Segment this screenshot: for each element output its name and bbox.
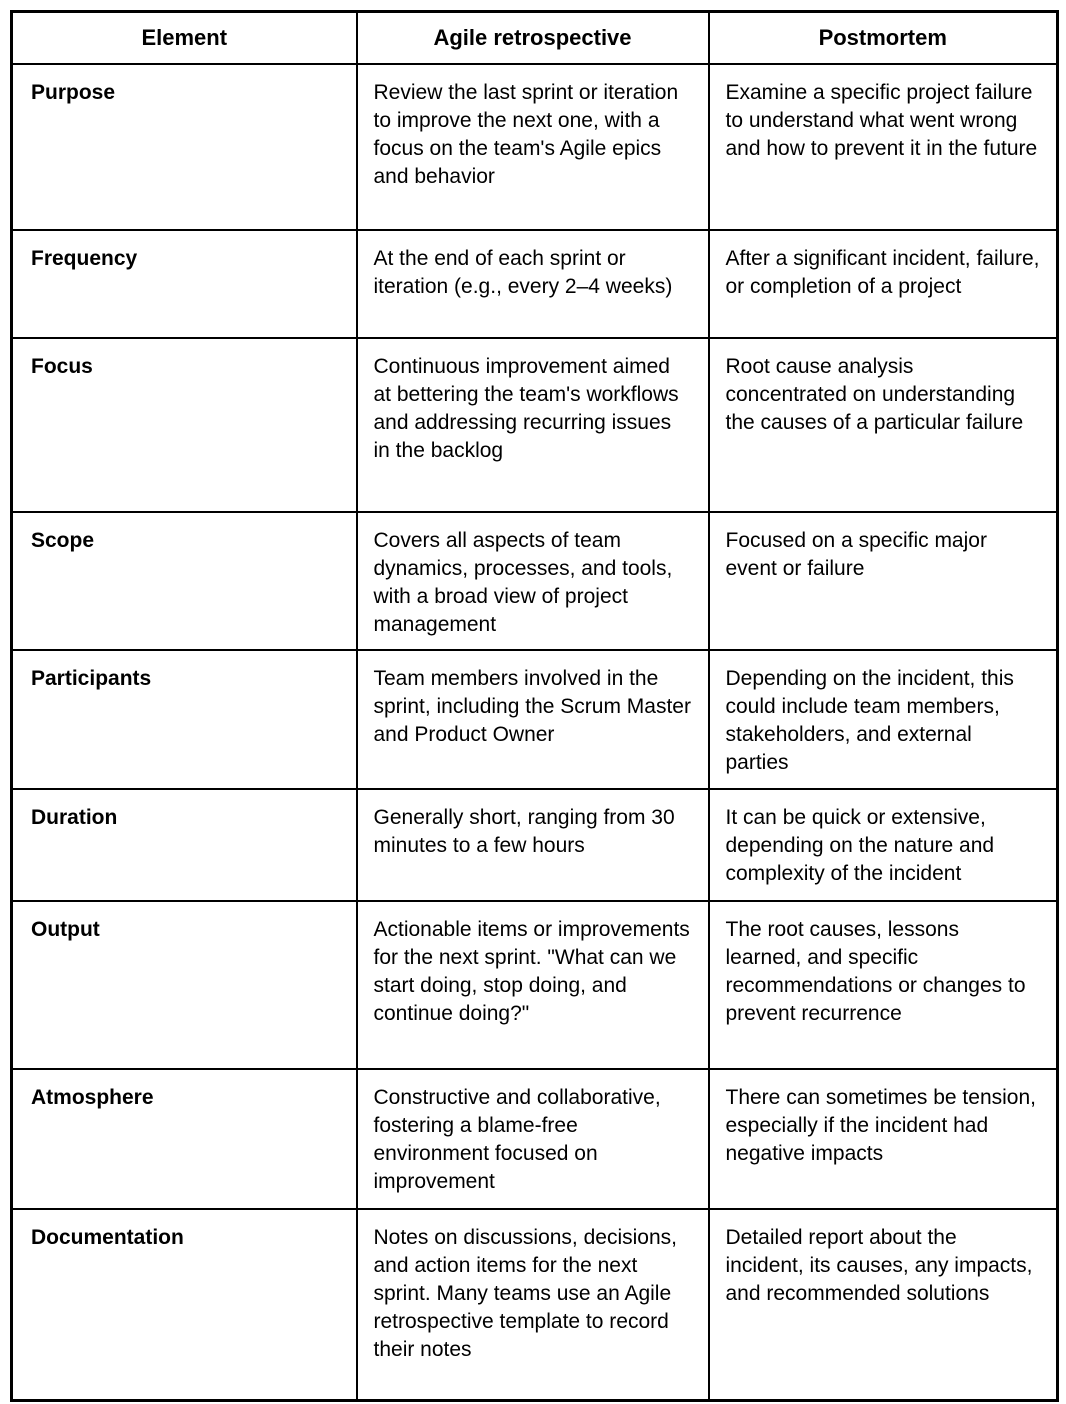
column-header-postmortem: Postmortem xyxy=(709,12,1058,64)
postmortem-cell: Focused on a specific major event or failure xyxy=(709,512,1058,650)
table-row-atmosphere xyxy=(12,1069,1058,1209)
table-row-scope xyxy=(12,512,1058,650)
postmortem-cell: After a significant incident, failure, or completion of a project xyxy=(709,230,1058,338)
table-row-focus xyxy=(12,338,1058,512)
postmortem-cell: Detailed report about the incident, its causes, any impacts, and recommended solutions xyxy=(709,1209,1058,1401)
header-row xyxy=(12,12,1058,64)
comparison-table xyxy=(10,10,1059,1402)
agile-cell: Continuous improvement aimed at bettering the team's workflows and addressing recurring issues in the backlog xyxy=(357,338,709,512)
table-row-participants xyxy=(12,650,1058,789)
agile-cell: Covers all aspects of team dynamics, processes, and tools, with a broad view of project management xyxy=(357,512,709,650)
column-header-agile-retrospective: Agile retrospective xyxy=(357,12,709,64)
row-label: Scope xyxy=(12,512,357,650)
row-label: Output xyxy=(12,901,357,1069)
table-row-output xyxy=(12,901,1058,1069)
postmortem-cell: It can be quick or extensive, depending on the nature and complexity of the incident xyxy=(709,789,1058,901)
row-label: Atmosphere xyxy=(12,1069,357,1209)
row-label: Documentation xyxy=(12,1209,357,1401)
agile-cell: Actionable items or improvements for the next sprint. "What can we start doing, stop doing, and continue doing?" xyxy=(357,901,709,1069)
postmortem-cell: The root causes, lessons learned, and specific recommendations or changes to prevent recurrence xyxy=(709,901,1058,1069)
row-label: Purpose xyxy=(12,64,357,230)
table-row-frequency xyxy=(12,230,1058,338)
postmortem-cell: There can sometimes be tension, especially if the incident had negative impacts xyxy=(709,1069,1058,1209)
agile-cell: At the end of each sprint or iteration (e.g., every 2–4 weeks) xyxy=(357,230,709,338)
agile-cell: Generally short, ranging from 30 minutes to a few hours xyxy=(357,789,709,901)
postmortem-cell: Root cause analysis concentrated on understanding the causes of a particular failure xyxy=(709,338,1058,512)
row-label: Frequency xyxy=(12,230,357,338)
column-header-element: Element xyxy=(12,12,357,64)
postmortem-cell: Depending on the incident, this could include team members, stakeholders, and external parties xyxy=(709,650,1058,789)
agile-cell: Review the last sprint or iteration to improve the next one, with a focus on the team's Agile epics and behavior xyxy=(357,64,709,230)
row-label: Focus xyxy=(12,338,357,512)
table-row-purpose xyxy=(12,64,1058,230)
row-label: Participants xyxy=(12,650,357,789)
agile-cell: Constructive and collaborative, fostering a blame-free environment focused on improvement xyxy=(357,1069,709,1209)
agile-cell: Team members involved in the sprint, including the Scrum Master and Product Owner xyxy=(357,650,709,789)
table-row-documentation xyxy=(12,1209,1058,1401)
row-label: Duration xyxy=(12,789,357,901)
postmortem-cell: Examine a specific project failure to understand what went wrong and how to prevent it in the future xyxy=(709,64,1058,230)
agile-cell: Notes on discussions, decisions, and action items for the next sprint. Many teams use an Agile retrospective template to record their notes xyxy=(357,1209,709,1401)
table-row-duration xyxy=(12,789,1058,901)
